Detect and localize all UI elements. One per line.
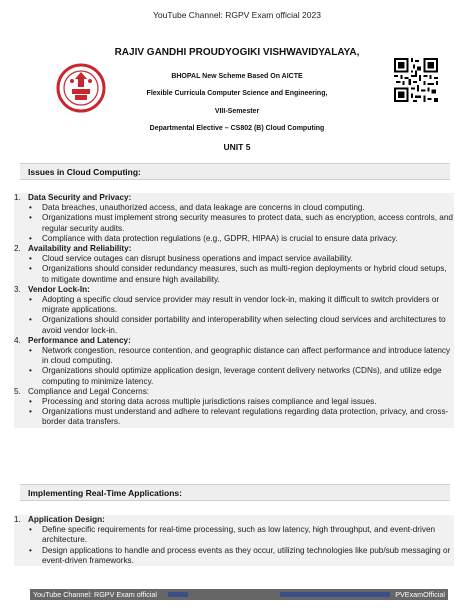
item-number: 1. — [14, 193, 21, 202]
list-item — [14, 336, 454, 387]
item-number: 4. — [14, 335, 21, 345]
bullet-text: • Compliance with data protection regulations (e.g., GDPR, HIPAA) is crucial to ensure data privacy. — [28, 234, 454, 244]
footer-channel-text: YouTube Channel: RGPV Exam official — [33, 590, 157, 599]
list-item — [14, 285, 454, 336]
section-heading-issues: Issues in Cloud Computing: — [20, 163, 450, 180]
university-title: RAJIV GANDHI PROUDYOGIKI VISHWAVIDYALAYA, — [114, 47, 360, 58]
item-number: 2. — [14, 244, 21, 254]
bullet-text: • Organizations should optimize application design, leverage content delivery networks (CDNs), and utilize edge computing to minimize latency. — [28, 366, 454, 386]
bullet-text: • Organizations must implement strong security measures to protect data, such as encryption, access controls, and regular security audits. — [28, 213, 454, 233]
item-title: Application Design: — [28, 515, 105, 524]
bullet-text: • Define specific requirements for real-time processing, such as low latency, high throughput, and event-driven architecture. — [28, 525, 454, 545]
item-title: Vendor Lock-In: — [28, 284, 90, 294]
header-line-scheme: BHOPAL New Scheme Based On AICTE — [171, 73, 303, 80]
unit-title: UNIT 5 — [223, 142, 251, 152]
rgpv-logo-icon — [56, 63, 106, 113]
item-number: 3. — [14, 284, 21, 294]
bullet-text: • Organizations must understand and adhere to relevant regulations regarding data protection, privacy, and cross-border data transfers. — [28, 407, 454, 427]
footer-link-bar — [168, 592, 188, 597]
bullet-text: • Design applications to handle and process events as they occur, utilizing technologies like pub/sub messaging or event-driven frameworks. — [28, 546, 454, 566]
bullet-text: • Data breaches, unauthorized access, and data leakage are concerns in cloud computing. — [28, 203, 454, 213]
header-line-curricula: Flexible Curricula Computer Science and Engineering, — [146, 90, 328, 97]
footer-handle-text: PVExamOfficial — [395, 590, 445, 599]
list-item — [14, 387, 454, 428]
section-heading-real-time: Implementing Real-Time Applications: — [20, 484, 450, 501]
item-title: Compliance and Legal Concerns: — [28, 386, 150, 396]
bullet-text: • Organizations should consider redundancy measures, such as multi-region deployments or hybrid cloud setups, to mitigate downtime and ensure high availability. — [28, 264, 454, 284]
item-title: Availability and Reliability: — [28, 244, 132, 254]
item-number: 1. — [14, 515, 21, 524]
item-number: 5. — [14, 386, 21, 396]
issues-list — [14, 193, 454, 428]
list-item — [14, 193, 454, 244]
bullet-text: • Adopting a specific cloud service provider may result in vendor lock-in, making it difficult to switch providers or migrate applications. — [28, 295, 454, 315]
list-item — [14, 515, 454, 566]
footer-link-bar — [280, 592, 390, 597]
item-title: Performance and Latency: — [28, 335, 131, 345]
youtube-channel-top: YouTube Channel: RGPV Exam official 2023 — [153, 10, 321, 20]
bullet-text: • Network congestion, resource contention, and geographic distance can affect performance and introduce latency in cloud computing. — [28, 346, 454, 366]
bullet-text: • Organizations should consider portability and interoperability when selecting cloud services and architectures to avoid vendor lock-in. — [28, 315, 454, 335]
header-line-elective: Departmental Elective – CS802 (B) Cloud Computing — [149, 125, 325, 132]
header-line-semester: VIII-Semester — [214, 108, 260, 115]
footer-watermark — [30, 589, 448, 600]
bullet-text: • Cloud service outages can disrupt business operations and impact service availability. — [28, 254, 454, 264]
item-title: Data Security and Privacy: — [28, 193, 132, 202]
list-item — [14, 244, 454, 285]
bullet-text: • Processing and storing data across multiple jurisdictions raises compliance and legal issues. — [28, 397, 454, 407]
real-time-list — [14, 515, 454, 566]
